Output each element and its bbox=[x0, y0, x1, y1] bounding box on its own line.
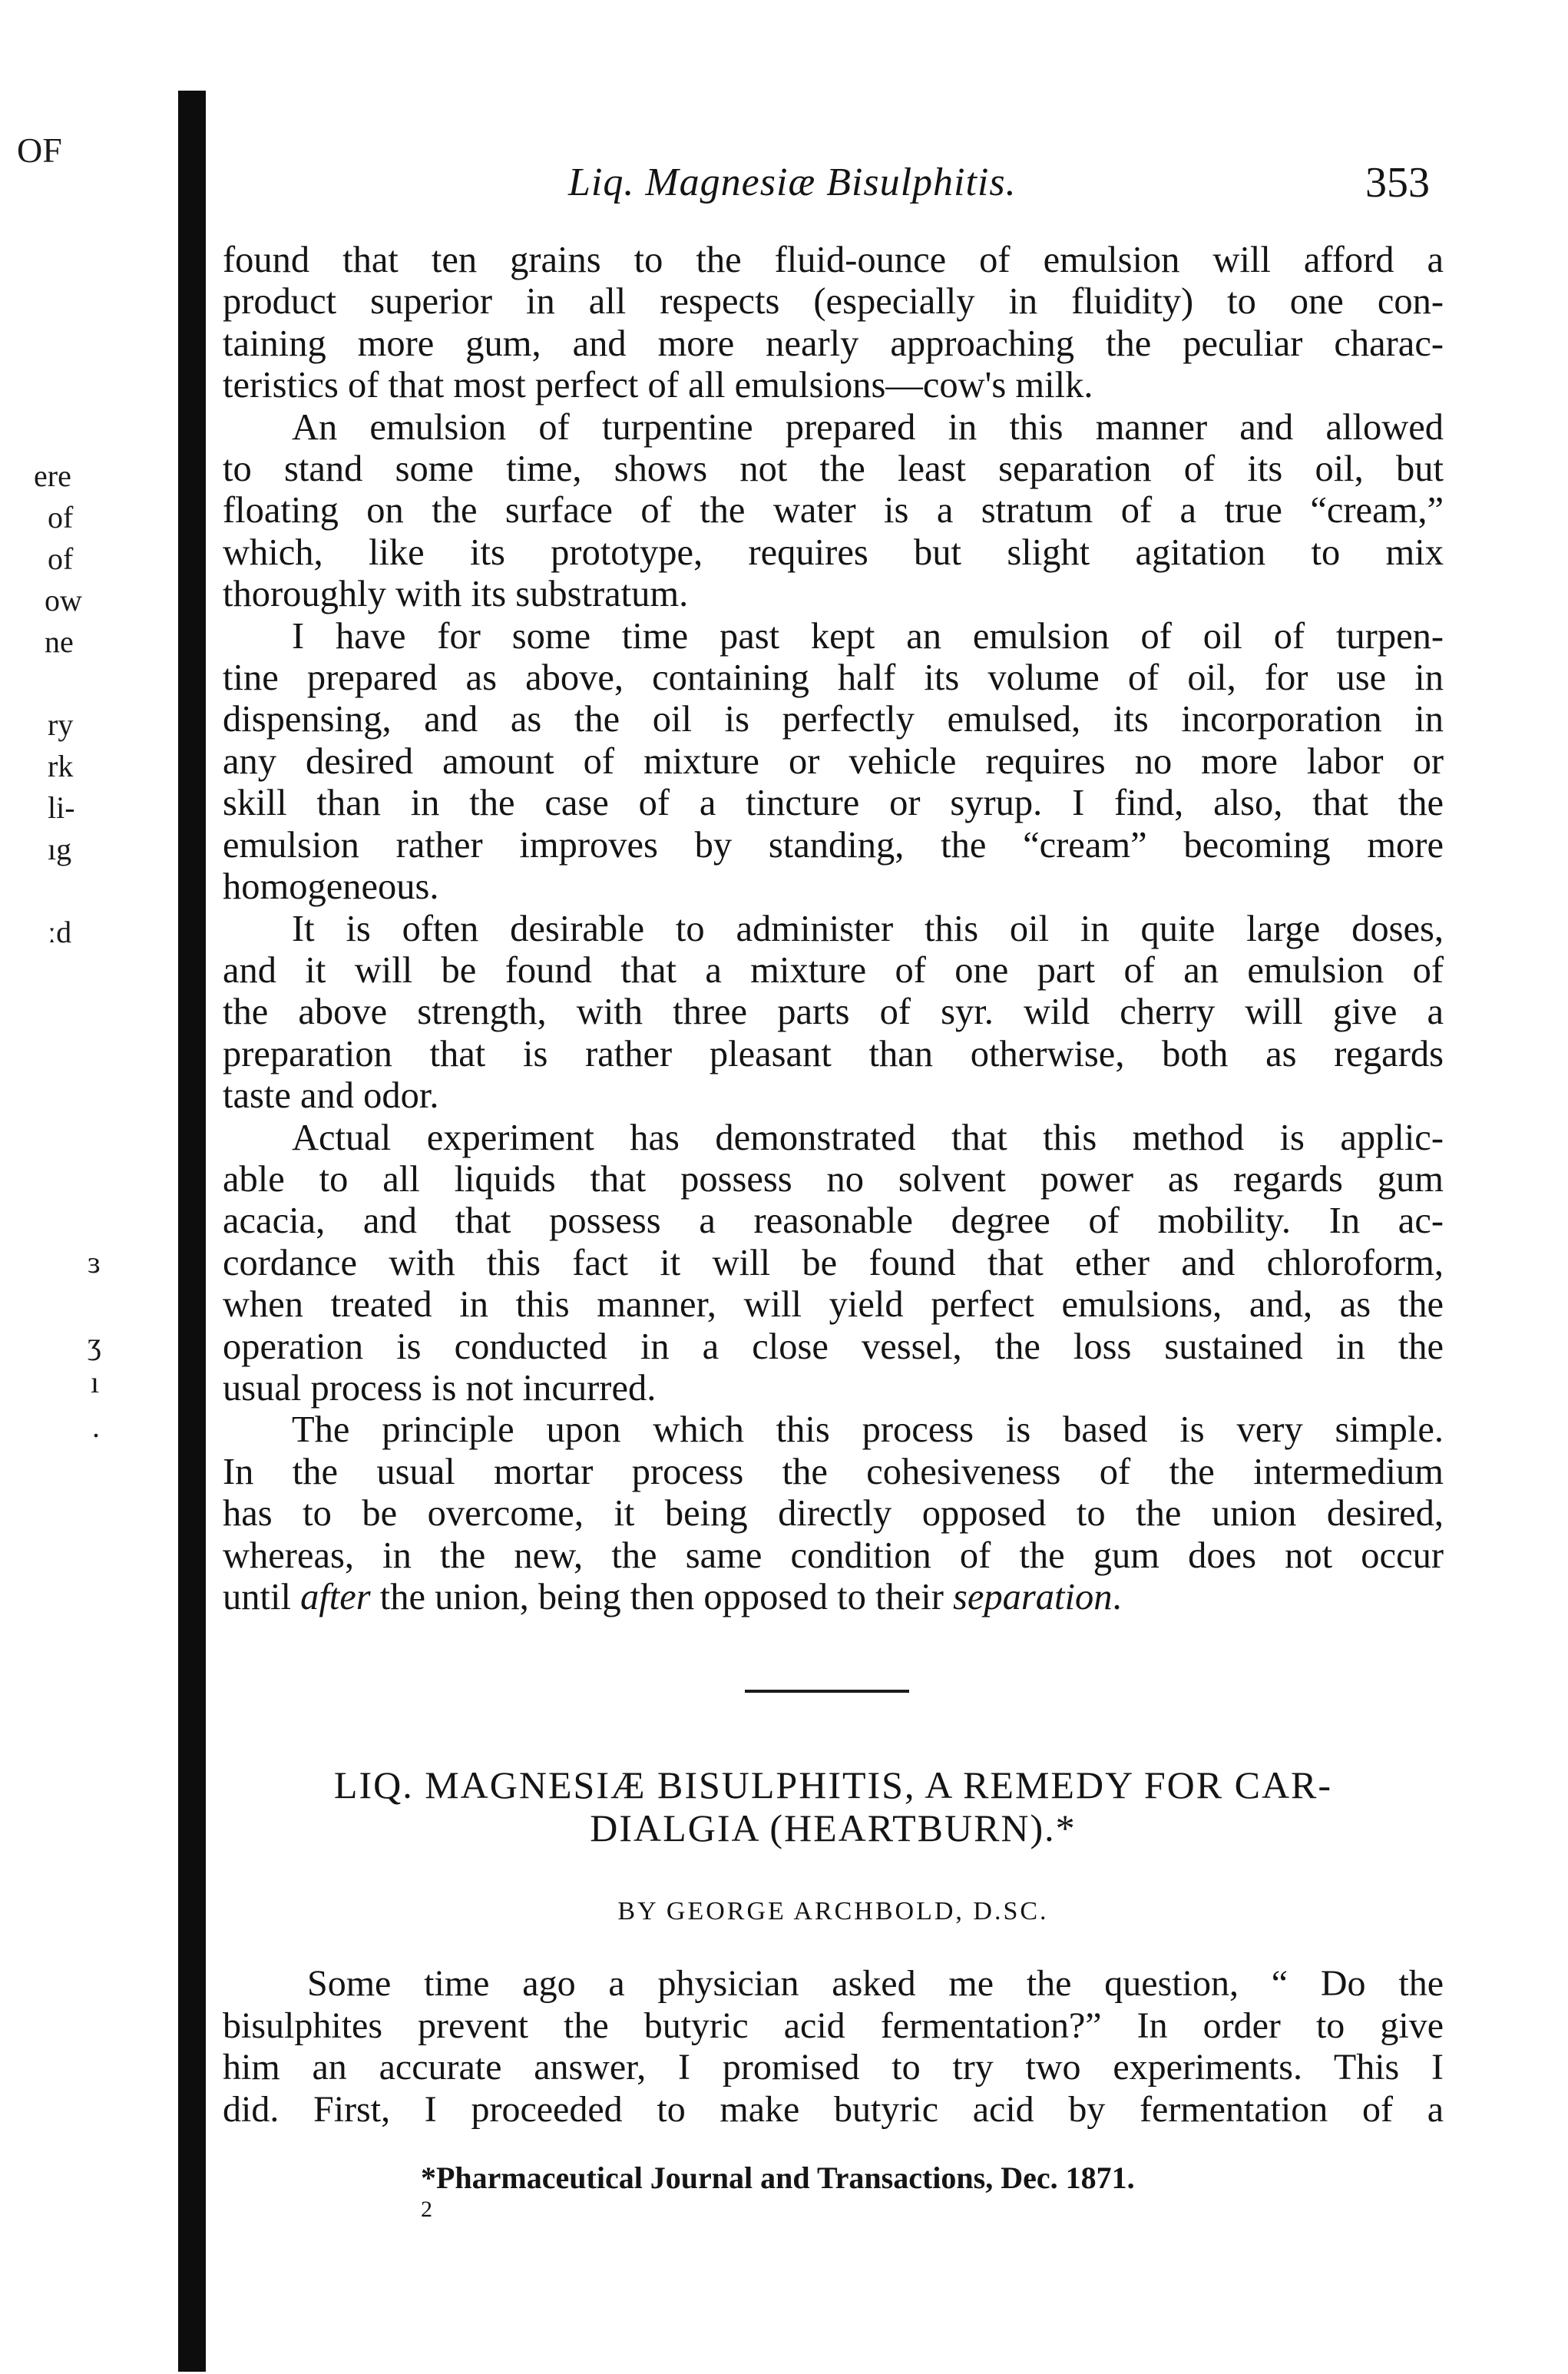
margin-fragment: of bbox=[48, 541, 74, 576]
margin-fragment: ʒ bbox=[88, 1326, 101, 1361]
footnote: *Pharmaceutical Journal and Transactions, Dec. 1871. bbox=[421, 2160, 1135, 2195]
binding-gutter-shadow bbox=[178, 91, 206, 2372]
text-line: able to all liquids that possess no solvent power as regards gum bbox=[223, 1158, 1444, 1200]
text-line: I have for some time past kept an emulsion of oil of turpen- bbox=[292, 615, 1444, 657]
margin-fragment: ɜ bbox=[88, 1245, 101, 1280]
text-run: until bbox=[223, 1577, 301, 1617]
text-line: Some time ago a physician asked me the question, “ Do the bbox=[307, 1963, 1444, 2004]
margin-fragment: OF bbox=[17, 131, 62, 170]
article-body bbox=[223, 1963, 1444, 2131]
section-divider-rule bbox=[745, 1690, 909, 1693]
running-head: Liq. Magnesiæ Bisulphitis. bbox=[568, 161, 1017, 204]
paragraph bbox=[223, 909, 1444, 1117]
text-line: In the usual mortar process the cohesiveness of the intermedium bbox=[223, 1451, 1444, 1492]
margin-fragment: ne bbox=[45, 624, 74, 659]
text-line: bisulphites prevent the butyric acid fermentation?” In order to give bbox=[223, 2005, 1444, 2046]
text-line: found that ten grains to the fluid-ounce of emulsion will afford a bbox=[223, 240, 1444, 280]
text-line: homogeneous. bbox=[223, 866, 439, 908]
body-text bbox=[223, 240, 1444, 1618]
margin-fragment: rk bbox=[48, 749, 74, 783]
paragraph bbox=[223, 240, 1444, 407]
text-line: whereas, in the new, the same condition of the gum does not occur bbox=[223, 1535, 1444, 1576]
margin-fragments bbox=[0, 0, 169, 2374]
byline: BY GEORGE ARCHBOLD, D.SC. bbox=[617, 1897, 1049, 1925]
margin-fragment: ı bbox=[91, 1365, 100, 1399]
text-line: usual process is not incurred. bbox=[223, 1367, 657, 1409]
margin-fragment: ow bbox=[45, 583, 82, 618]
page-number: 353 bbox=[1365, 159, 1430, 207]
paragraph bbox=[223, 407, 1444, 616]
text-line: thoroughly with its substratum. bbox=[223, 574, 689, 615]
text-line: did. First, I proceeded to make butyric acid by fermentation of a bbox=[223, 2088, 1444, 2130]
margin-fragment: ere bbox=[34, 459, 71, 493]
text-line: The principle upon which this process is based is very simple. bbox=[292, 1409, 1444, 1451]
paragraph bbox=[223, 1409, 1444, 1618]
text-line: taining more gum, and more nearly approaching the peculiar charac- bbox=[223, 323, 1444, 364]
paragraph bbox=[223, 1963, 1444, 2131]
text-line: when treated in this manner, will yield perfect emulsions, and, as the bbox=[223, 1284, 1444, 1326]
text-line bbox=[223, 1577, 1444, 1618]
text-line: floating on the surface of the water is a stratum of a true “cream,” bbox=[223, 490, 1444, 531]
article-title-line: DIALGIA (HEARTBURN).* bbox=[590, 1806, 1077, 1849]
text-line: to stand some time, shows not the least separation of its oil, but bbox=[223, 449, 1444, 490]
margin-fragment: li- bbox=[48, 790, 75, 825]
article-title bbox=[223, 1763, 1444, 1849]
text-line: skill than in the case of a tincture or syrup. I find, also, that the bbox=[223, 783, 1444, 824]
text-line: him an accurate answer, I promised to try two experiments. This I bbox=[223, 2047, 1444, 2088]
text-line: teristics of that most perfect of all emulsions—cow's milk. bbox=[223, 365, 1093, 406]
text-line: cordance with this fact it will be found that ether and chloroform, bbox=[223, 1242, 1444, 1283]
text-line: the above strength, with three parts of syr. wild cherry will give a bbox=[223, 992, 1444, 1033]
text-line: It is often desirable to administer this oil in quite large doses, bbox=[292, 908, 1444, 949]
text-line: emulsion rather improves by standing, the “cream” becoming more bbox=[223, 824, 1444, 866]
text-run: the union, being then opposed to their bbox=[370, 1577, 954, 1617]
text-line: any desired amount of mixture or vehicle requires no more labor or bbox=[223, 740, 1444, 782]
article-title-line: LIQ. MAGNESIÆ BISULPHITIS, A REMEDY FOR CAR- bbox=[333, 1763, 1333, 1806]
emphasis-run: separation bbox=[953, 1577, 1113, 1617]
emphasis-run: after bbox=[300, 1577, 371, 1617]
text-line: tine prepared as above, containing half its volume of oil, for use in bbox=[223, 657, 1444, 699]
text-run: . bbox=[1112, 1577, 1122, 1617]
text-line: product superior in all respects (especially in fluidity) to one con- bbox=[223, 281, 1444, 323]
text-line: An emulsion of turpentine prepared in this manner and allowed bbox=[292, 406, 1444, 448]
text-line: and it will be found that a mixture of one part of an emulsion of bbox=[223, 949, 1444, 991]
margin-fragment: ıg bbox=[48, 832, 72, 866]
margin-fragment: . bbox=[92, 1409, 100, 1444]
text-line: has to be overcome, it being directly opposed to the union desired, bbox=[223, 1493, 1444, 1535]
paragraph bbox=[223, 616, 1444, 909]
text-line: taste and odor. bbox=[223, 1075, 439, 1117]
margin-fragment: ːd bbox=[48, 915, 72, 949]
text-line: acacia, and that possess a reasonable degree of mobility. In ac- bbox=[223, 1200, 1444, 1242]
text-line: which, like its prototype, requires but slight agitation to mix bbox=[223, 531, 1444, 573]
text-line: preparation that is rather pleasant than otherwise, both as regards bbox=[223, 1033, 1444, 1074]
paragraph bbox=[223, 1117, 1444, 1410]
text-line: Actual experiment has demonstrated that this method is applic- bbox=[292, 1117, 1444, 1158]
signature-mark: 2 bbox=[421, 2197, 432, 2222]
text-line: operation is conducted in a close vessel, the loss sustained in the bbox=[223, 1326, 1444, 1367]
margin-fragment: of bbox=[48, 500, 74, 535]
margin-fragment: ry bbox=[48, 707, 74, 742]
text-line: dispensing, and as the oil is perfectly emulsed, its incorporation in bbox=[223, 699, 1444, 740]
